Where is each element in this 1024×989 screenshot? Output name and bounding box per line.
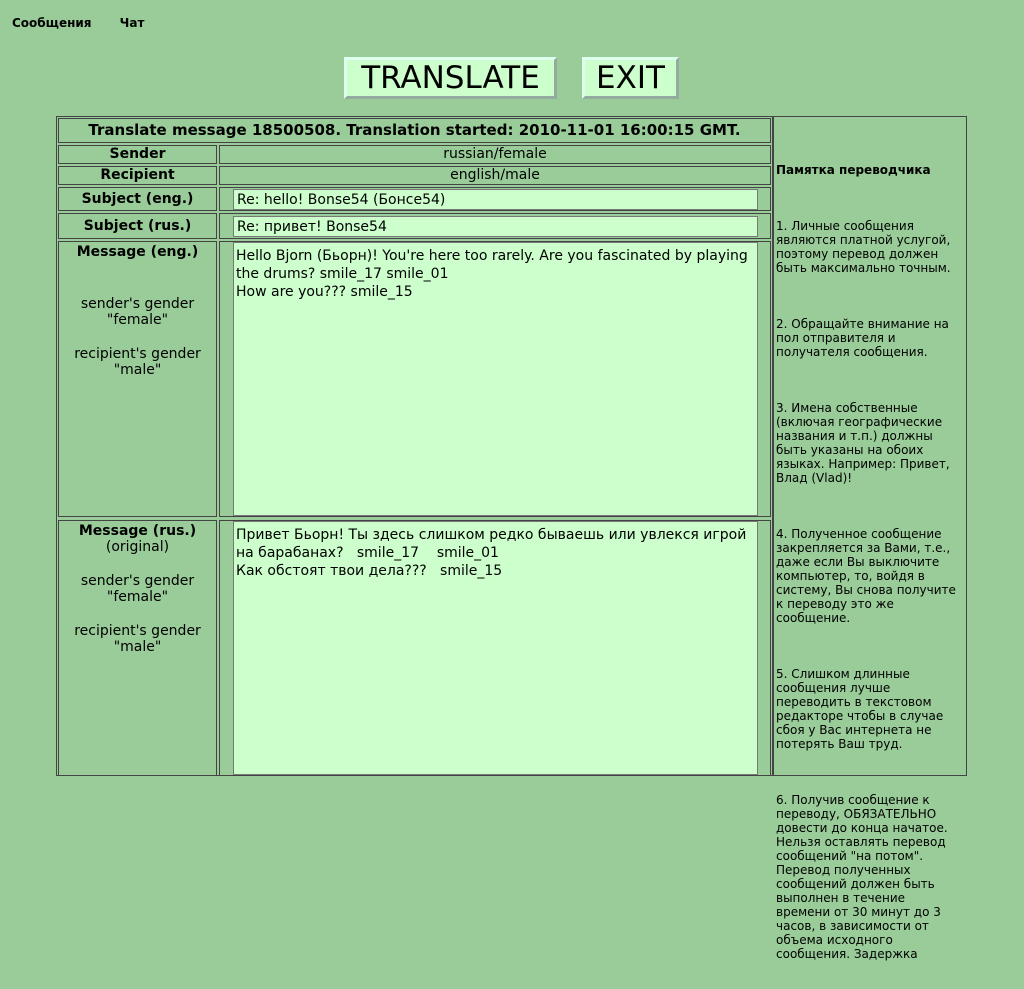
memo-item-6: 6. Получив сообщение к переводу, ОБЯЗАТЕЛЬНО довести до конца начатое. Нельзя оставлять перевод сообщений "на потом". Перевод полученных сообщений должен быть выполнен в течение времени от 30 минут до 3 часов, в зависимости от объема исходного сообщения. Задержка: [776, 793, 952, 961]
memo-item-4: 4. Полученное сообщение закрепляется за Вами, т.е., даже если Вы выключите компьютер, то, войдя в систему, Вы снова получите к переводу это же сообщение.: [776, 527, 960, 625]
message-eng-recipient-gender-value: "male": [113, 362, 162, 378]
translation-header: Translate message 18500508. Translation started: 2010-11-01 16:00:15 GMT.: [58, 118, 771, 143]
translator-memo: [773, 116, 967, 961]
menu-messages-link[interactable]: Сообщения: [12, 16, 92, 30]
message-rus-recipient-gender-value: "male": [113, 639, 162, 655]
message-rus-label: Message (rus.): [78, 523, 197, 539]
menu-chat-link[interactable]: Чат: [119, 16, 145, 30]
recipient-label: Recipient: [58, 166, 217, 185]
message-rus-label-cell: [58, 520, 217, 776]
message-eng-sender-gender-value: "female": [106, 312, 169, 328]
message-eng-recipient-gender-label: recipient's gender: [74, 346, 201, 362]
message-rus-sender-gender-label: sender's gender: [80, 573, 195, 589]
message-rus-sender-gender-value: "female": [106, 589, 169, 605]
memo-item-1: 1. Личные сообщения являются платной услугой, поэтому перевод должен быть максимально точным.: [776, 219, 955, 275]
translate-button[interactable]: TRANSLATE: [344, 57, 557, 99]
subject-eng-input[interactable]: Re: hello! Bonse54 (Бонсе54): [233, 189, 758, 210]
subject-rus-input[interactable]: Re: привет! Bonse54: [233, 216, 758, 237]
message-rus-textarea[interactable]: Привет Бьорн! Ты здесь слишком редко бываешь или увлекся игрой на барабанах? smile_17 smile_01 Как обстоят твои дела??? smile_15: [233, 521, 758, 775]
subject-rus-label: Subject (rus.): [58, 213, 217, 239]
sender-label: Sender: [58, 145, 217, 164]
message-rus-sublabel: (original): [105, 539, 170, 555]
memo-title: Памятка переводчика: [776, 163, 931, 177]
subject-eng-label: Subject (eng.): [58, 187, 217, 211]
message-eng-textarea[interactable]: Hello Bjorn (Бьорн)! You're here too rarely. Are you fascinated by playing the drums? smile_17 smile_01 How are you??? smile_15: [233, 242, 758, 516]
recipient-value: english/male: [219, 166, 771, 185]
top-menu: [12, 16, 168, 30]
exit-button[interactable]: EXIT: [582, 57, 679, 99]
message-eng-label: Message (eng.): [76, 244, 199, 260]
memo-item-5: 5. Слишком длинные сообщения лучше переводить в текстовом редакторе чтобы в случае сбоя у Вас интернета не потерять Ваш труд.: [776, 667, 948, 751]
sender-value: russian/female: [219, 145, 771, 164]
message-eng-sender-gender-label: sender's gender: [80, 296, 195, 312]
memo-item-2: 2. Обращайте внимание на пол отправителя и получателя сообщения.: [776, 317, 953, 359]
memo-item-3: 3. Имена собственные (включая географические названия и т.п.) должны быть указаны на обоих языках. Например: Привет, Влад (Vlad)!: [776, 401, 954, 485]
message-eng-label-cell: [58, 241, 217, 517]
message-rus-recipient-gender-label: recipient's gender: [74, 623, 201, 639]
